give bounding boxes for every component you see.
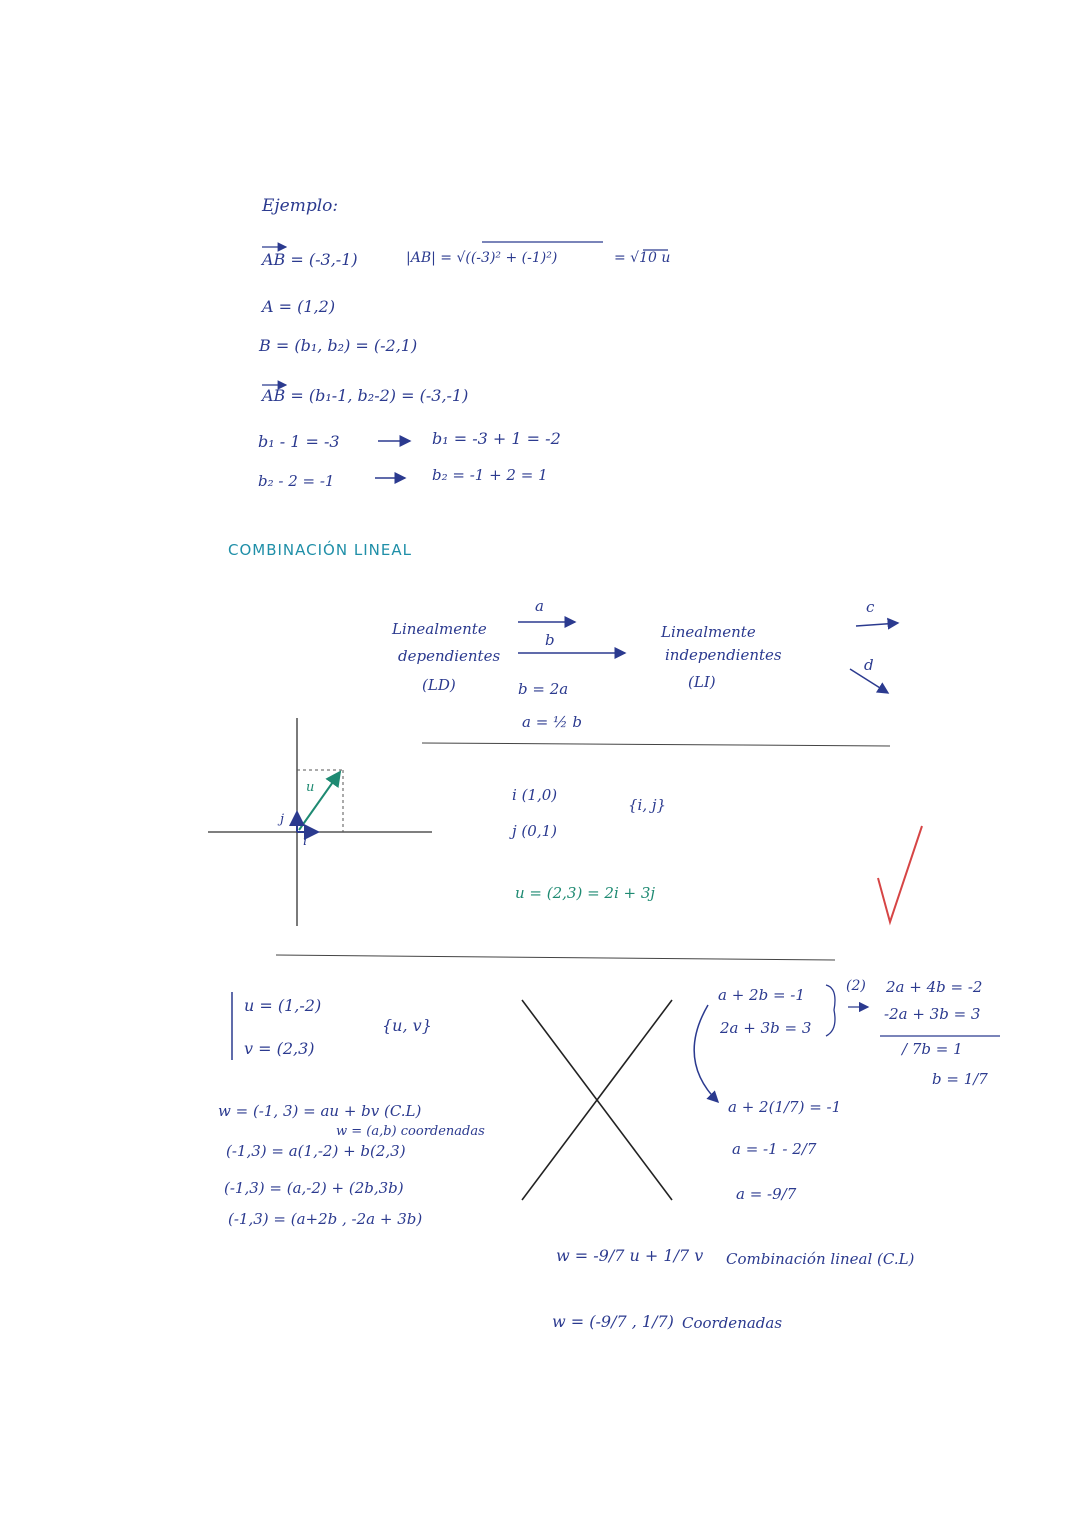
li-line-2: independientes	[665, 646, 782, 664]
li-abbr: (LI)	[688, 673, 716, 691]
substitution-1: a + 2(1/7) = -1	[728, 1098, 842, 1116]
vector-v: v = (2,3)	[244, 1039, 315, 1058]
basis-j: j (0,1)	[512, 822, 557, 840]
li-line-1: Linealmente	[661, 623, 756, 641]
final-coordinates: w = (-9/7 , 1/7)	[552, 1312, 674, 1331]
basis-set: {i, j}	[628, 796, 667, 814]
equation-1-result: b₁ = -3 + 1 = -2	[432, 429, 561, 448]
graph-i-label: i	[303, 834, 308, 849]
ab-modulus-result: = √10 u	[614, 250, 671, 266]
equation-2-result: b₂ = -1 + 2 = 1	[432, 466, 548, 484]
separator-2	[276, 955, 835, 960]
multiplier: (2)	[846, 978, 866, 994]
system-eq-b: 2a + 3b = 3	[720, 1019, 812, 1037]
vector-u: u = (1,-2)	[244, 996, 322, 1015]
w-coordinates-note: w = (a,b) coordenadas	[336, 1124, 485, 1139]
graph-u-label: u	[306, 780, 315, 795]
li-vector-d-label: d	[864, 656, 874, 674]
final-combination-label: Combinación lineal (C.L)	[726, 1250, 915, 1268]
point-a: A = (1,2)	[262, 297, 336, 316]
example-title: Ejemplo:	[262, 196, 339, 216]
ld-vector-b-label: b	[545, 631, 555, 649]
a-value: a = -9/7	[736, 1185, 797, 1203]
u-expression: u = (2,3) = 2i + 3j	[515, 884, 656, 902]
reduced-2: -2a + 3b = 3	[884, 1005, 981, 1023]
ld-line-1: Linealmente	[392, 620, 487, 638]
ab-modulus: |AB| = √((-3)² + (-1)²)	[406, 250, 558, 266]
b-value: b = 1/7	[932, 1070, 988, 1088]
basis-i: i (1,0)	[512, 786, 558, 804]
step-1: (-1,3) = a(1,-2) + b(2,3)	[226, 1142, 406, 1160]
ld-relation-1: b = 2a	[518, 680, 569, 698]
separator-1	[422, 743, 890, 746]
ld-relation-2: a = ½ b	[522, 713, 582, 731]
vector-c-arrow	[856, 623, 898, 626]
li-vector-c-label: c	[866, 598, 875, 616]
equation-2: b₂ - 2 = -1	[258, 472, 335, 490]
ld-abbr: (LD)	[422, 676, 456, 694]
equation-1: b₁ - 1 = -3	[258, 432, 340, 451]
ab-components: AB = (b₁-1, b₂-2) = (-3,-1)	[262, 386, 469, 405]
check-mark	[878, 826, 922, 922]
ld-line-2: dependientes	[398, 647, 501, 665]
ab-vector: AB = (-3,-1)	[262, 250, 358, 269]
uv-set: {u, v}	[382, 1016, 432, 1035]
ld-vector-a-label: a	[535, 597, 544, 615]
step-3: (-1,3) = (a+2b , -2a + 3b)	[228, 1210, 423, 1228]
graph-j-label: j	[280, 812, 285, 827]
substitution-2: a = -1 - 2/7	[732, 1140, 817, 1158]
section-title: COMBINACIÓN LINEAL	[228, 541, 412, 559]
reduced-1: 2a + 4b = -2	[886, 978, 983, 996]
system-eq-a: a + 2b = -1	[718, 986, 805, 1004]
point-b: B = (b₁, b₂) = (-2,1)	[259, 336, 418, 355]
step-2: (-1,3) = (a,-2) + (2b,3b)	[224, 1179, 404, 1197]
final-coordinates-label: Coordenadas	[682, 1314, 783, 1332]
reduced-3: / 7b = 1	[902, 1040, 963, 1058]
final-combination: w = -9/7 u + 1/7 v	[556, 1246, 704, 1265]
w-combination: w = (-1, 3) = au + bv (C.L)	[218, 1102, 422, 1120]
